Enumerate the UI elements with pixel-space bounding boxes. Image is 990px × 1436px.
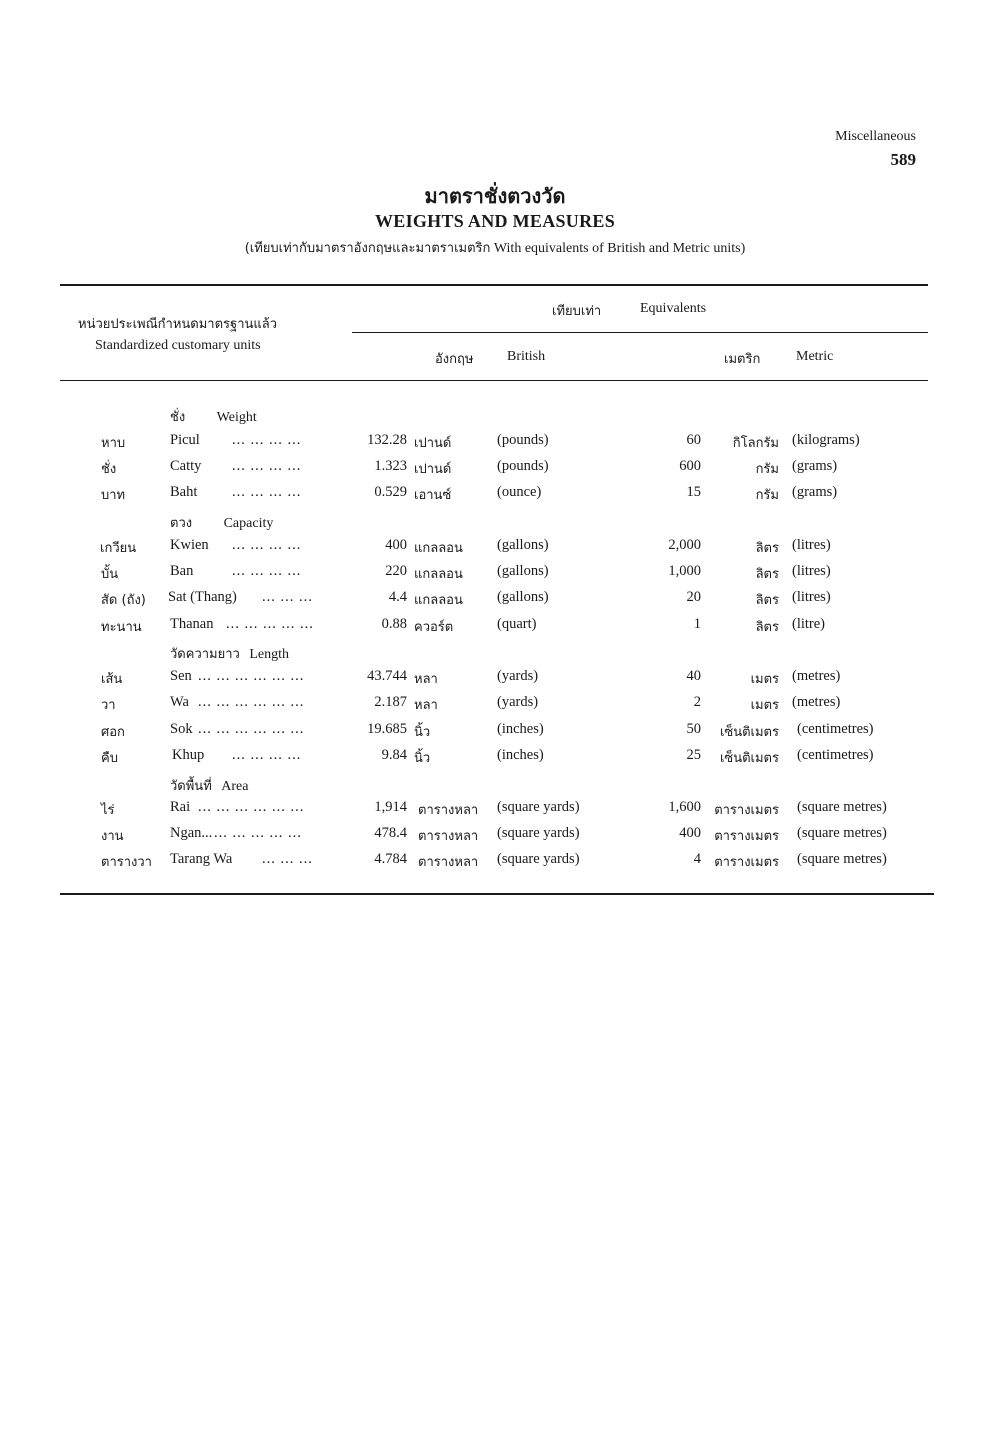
metric-unit-thai: ตารางเมตร (714, 829, 779, 844)
metric-unit-english: (square metres) (797, 825, 887, 841)
unit-thai: ตารางวา (101, 855, 152, 870)
british-unit-english: (pounds) (497, 458, 549, 474)
metric-unit-english: (kilograms) (792, 432, 860, 448)
british-value: 0.529 (374, 484, 407, 500)
unit-english: Kwien (170, 537, 209, 553)
british-value: 132.28 (367, 432, 407, 448)
unit-english: Thanan (170, 616, 214, 632)
metric-value: 60 (686, 432, 701, 448)
british-value: 0.88 (381, 616, 407, 632)
british-unit-thai: เปานด์ (414, 436, 452, 451)
metric-value: 20 (686, 589, 701, 605)
british-value: 43.744 (367, 668, 407, 684)
metric-unit-english: (centimetres) (797, 721, 874, 737)
unit-thai: บั้น (101, 567, 119, 582)
unit-thai: สัด (ถัง) (101, 593, 146, 608)
british-value: 19.685 (367, 721, 407, 737)
subtitle-thai: (เทียบเท่ากับมาตราอังกฤษและมาตราเมตริก (244, 241, 491, 256)
section-length (170, 643, 289, 665)
header-metric-english: Metric (796, 349, 834, 364)
leader-dots: ... ... ... ... ... (226, 616, 314, 632)
unit-english: Sen (170, 668, 192, 684)
metric-unit-english: (litres) (792, 563, 831, 579)
british-unit-english: (square yards) (497, 799, 580, 815)
leader-dots: ... ... ... ... (232, 537, 302, 553)
british-value: 1,914 (374, 799, 407, 815)
title-english: WEIGHTS AND MEASURES (374, 211, 616, 231)
metric-value: 1,000 (668, 563, 701, 579)
british-value: 400 (385, 537, 407, 553)
table-row (0, 589, 990, 615)
metric-unit-thai: ลิตร (755, 567, 779, 582)
metric-value: 2 (693, 694, 701, 710)
british-unit-thai: นิ้ว (414, 751, 431, 766)
header-equivalents-english: Equivalents (640, 301, 707, 316)
unit-thai: เกวียน (100, 541, 137, 556)
unit-english: Tarang Wa (170, 851, 233, 867)
metric-value: 1,600 (668, 799, 701, 815)
section-weight-thai: ชั่ง (170, 410, 186, 425)
leader-dots: ... ... ... (262, 589, 313, 605)
unit-thai: ไร่ (101, 803, 115, 818)
leader-dots: ... ... ... ... (232, 747, 302, 763)
table-row (0, 851, 990, 877)
header-units-english: Standardized customary units (95, 338, 261, 353)
metric-unit-thai: เมตร (750, 672, 779, 687)
leader-dots: ... ... ... ... ... (214, 825, 302, 841)
british-unit-english: (quart) (497, 616, 537, 632)
table-row (0, 668, 990, 694)
metric-unit-english: (square metres) (797, 799, 887, 815)
unit-english: Rai (170, 799, 191, 815)
metric-value: 25 (686, 747, 701, 763)
unit-thai: ทะนาน (101, 620, 142, 635)
table-top-rule (60, 284, 928, 286)
unit-thai: ศอก (101, 725, 125, 740)
leader-dots: ... ... ... ... ... ... (198, 668, 305, 684)
leader-dots: ... ... ... ... (232, 484, 302, 500)
table-row (0, 432, 990, 458)
unit-english: Baht (170, 484, 198, 500)
equivalents-rule (352, 332, 928, 333)
table-row (0, 563, 990, 589)
british-value: 4.4 (388, 589, 407, 605)
leader-dots: ... ... ... ... ... ... (198, 694, 305, 710)
metric-unit-thai: กรัม (755, 488, 779, 503)
leader-dots: ... ... ... ... ... ... (198, 799, 305, 815)
header-equivalents-thai: เทียบเท่า (552, 304, 602, 319)
table-row (0, 694, 990, 720)
header-metric-thai: เมตริก (724, 352, 761, 367)
british-unit-thai: ควอร์ต (414, 620, 454, 635)
metric-unit-thai: ลิตร (755, 541, 779, 556)
british-unit-english: (pounds) (497, 432, 549, 448)
british-unit-thai: เปานด์ (414, 462, 452, 477)
section-capacity-thai: ตวง (170, 516, 193, 531)
table-row (0, 825, 990, 851)
metric-unit-thai: ตารางเมตร (714, 803, 779, 818)
metric-unit-thai: ลิตร (755, 620, 779, 635)
metric-unit-thai: เซ็นติเมตร (719, 725, 779, 740)
leader-dots: ... ... ... ... (232, 458, 302, 474)
british-unit-english: (gallons) (497, 537, 549, 553)
metric-unit-thai: กรัม (755, 462, 779, 477)
metric-value: 600 (679, 458, 701, 474)
unit-thai: วา (101, 698, 116, 713)
british-unit-thai: แกลลอน (414, 541, 463, 556)
metric-unit-english: (grams) (792, 484, 838, 500)
header-units-thai: หน่วยประเพณีกำหนดมาตรฐานแล้ว (78, 317, 278, 332)
table-row (0, 537, 990, 563)
metric-unit-thai: ตารางเมตร (714, 855, 779, 870)
section-area (170, 775, 248, 797)
section-weight (170, 406, 257, 428)
british-unit-thai: เอานซ์ (414, 488, 452, 503)
table-row (0, 747, 990, 773)
metric-unit-thai: เซ็นติเมตร (719, 751, 779, 766)
british-unit-english: (yards) (497, 668, 539, 684)
page-number: 589 (890, 150, 916, 169)
metric-value: 15 (686, 484, 701, 500)
british-value: 4.784 (374, 851, 407, 867)
section-label: Miscellaneous (835, 129, 916, 144)
section-capacity-english: Capacity (223, 516, 274, 531)
british-value: 478.4 (374, 825, 407, 841)
leader-dots: ... ... ... ... ... ... (198, 721, 305, 737)
section-area-english: Area (221, 779, 249, 794)
header-british-thai: อังกฤษ (435, 352, 474, 367)
metric-unit-thai: เมตร (750, 698, 779, 713)
section-length-thai: วัดความยาว (170, 647, 240, 662)
metric-unit-english: (litre) (792, 616, 826, 632)
unit-thai: หาบ (101, 436, 126, 451)
table-row (0, 484, 990, 510)
table-row (0, 616, 990, 642)
leader-dots: ... ... ... ... (232, 563, 302, 579)
unit-english: Wa (170, 694, 189, 710)
british-unit-thai: หลา (414, 698, 438, 713)
metric-unit-thai: กิโลกรัม (732, 436, 779, 451)
british-unit-english: (yards) (497, 694, 539, 710)
unit-thai: เส้น (101, 672, 123, 687)
metric-unit-english: (metres) (792, 668, 841, 684)
metric-unit-english: (centimetres) (797, 747, 874, 763)
section-area-thai: วัดพื้นที่ (170, 779, 212, 794)
subtitle-english: With equivalents of British and Metric units) (493, 241, 746, 256)
unit-thai: งาน (101, 829, 124, 844)
british-unit-english: (ounce) (497, 484, 542, 500)
metric-value: 50 (686, 721, 701, 737)
title-thai: มาตราชั่งตวงวัด (424, 184, 566, 208)
british-unit-english: (gallons) (497, 589, 549, 605)
british-unit-thai: แกลลอน (414, 567, 463, 582)
metric-unit-english: (metres) (792, 694, 841, 710)
british-unit-english: (gallons) (497, 563, 549, 579)
british-value: 2.187 (374, 694, 407, 710)
header-british-english: British (507, 349, 546, 364)
table-row (0, 721, 990, 747)
subtitle (0, 237, 990, 258)
header-bottom-rule (60, 380, 928, 381)
leader-dots: ... ... ... ... (232, 432, 302, 448)
table-bottom-rule (60, 893, 934, 895)
british-unit-english: (inches) (497, 721, 544, 737)
british-unit-thai: ตารางหลา (418, 803, 479, 818)
section-capacity (170, 512, 273, 534)
unit-english: Sat (Thang) (168, 589, 237, 605)
british-unit-english: (inches) (497, 747, 544, 763)
british-value: 220 (385, 563, 407, 579)
unit-english: Ban (170, 563, 194, 579)
unit-english: Sok (170, 721, 193, 737)
metric-unit-thai: ลิตร (755, 593, 779, 608)
metric-unit-english: (grams) (792, 458, 838, 474)
metric-value: 40 (686, 668, 701, 684)
unit-english: Khup (172, 747, 205, 763)
british-value: 9.84 (381, 747, 407, 763)
unit-thai: ชั่ง (101, 462, 117, 477)
metric-value: 400 (679, 825, 701, 841)
leader-dots: ... ... ... (262, 851, 313, 867)
section-weight-english: Weight (216, 410, 257, 425)
british-unit-english: (square yards) (497, 825, 580, 841)
british-value: 1.323 (374, 458, 407, 474)
metric-unit-english: (litres) (792, 537, 831, 553)
metric-unit-english: (litres) (792, 589, 831, 605)
british-unit-thai: นิ้ว (414, 725, 431, 740)
table-row (0, 799, 990, 825)
british-unit-thai: แกลลอน (414, 593, 463, 608)
metric-value: 4 (693, 851, 701, 867)
unit-thai: บาท (101, 488, 126, 503)
table-row (0, 458, 990, 484)
british-unit-thai: ตารางหลา (418, 855, 479, 870)
metric-unit-english: (square metres) (797, 851, 887, 867)
metric-value: 1 (693, 616, 701, 632)
unit-english: Ngan... (170, 825, 213, 841)
section-length-english: Length (249, 647, 289, 662)
unit-thai: คืบ (101, 751, 118, 766)
british-unit-thai: ตารางหลา (418, 829, 479, 844)
metric-value: 2,000 (668, 537, 701, 553)
unit-english: Picul (170, 432, 200, 448)
british-unit-thai: หลา (414, 672, 438, 687)
unit-english: Catty (170, 458, 202, 474)
british-unit-english: (square yards) (497, 851, 580, 867)
